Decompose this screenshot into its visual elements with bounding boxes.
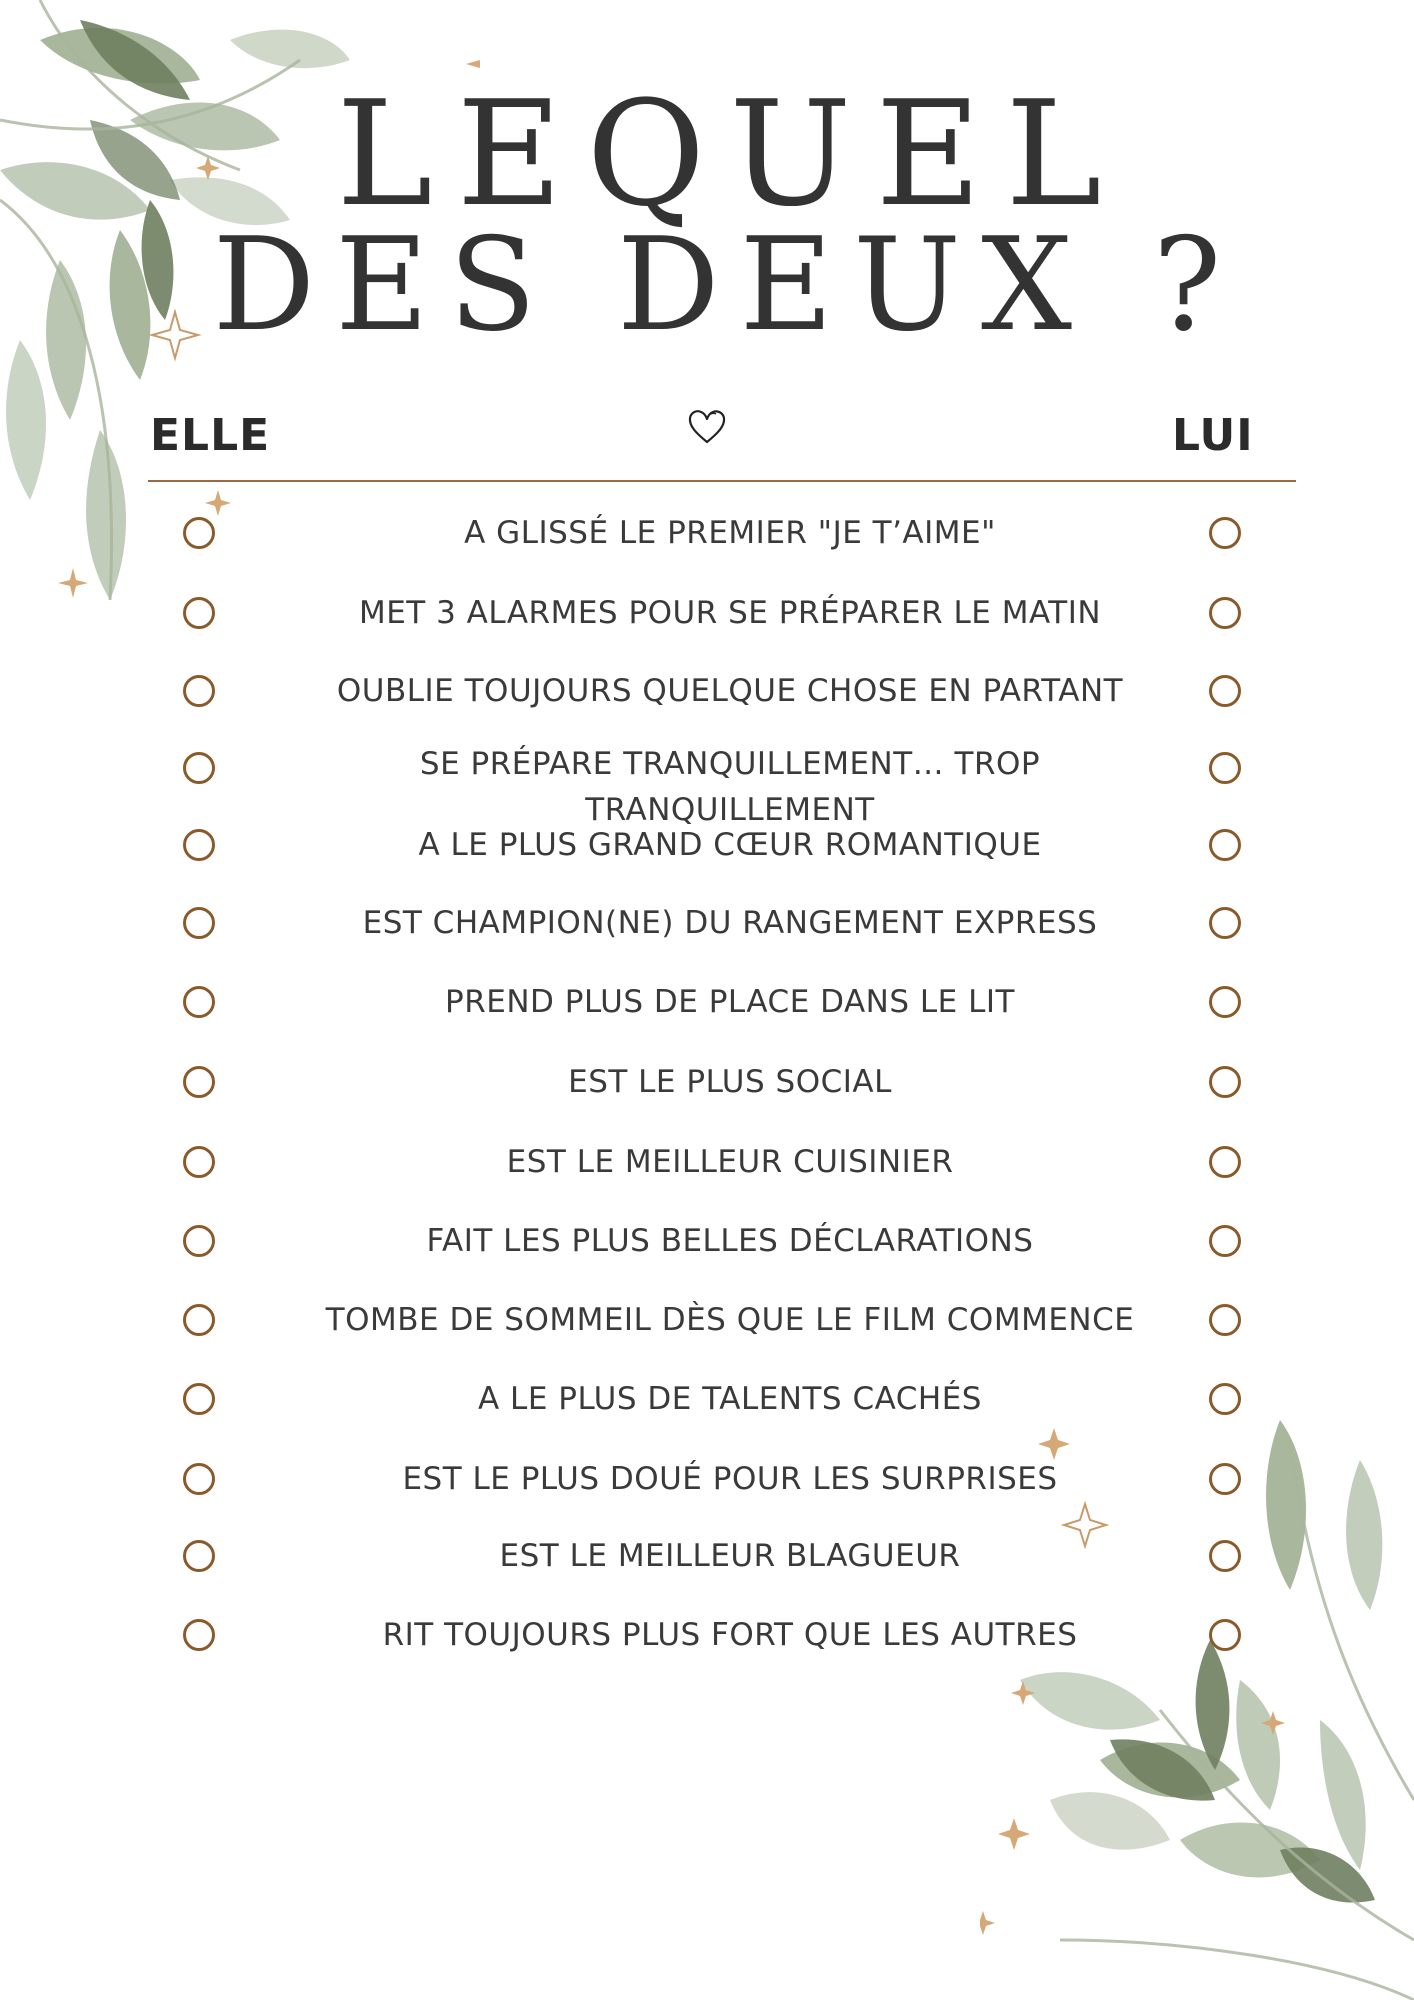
question-label: PREND PLUS DE PLACE DANS LE LIT <box>445 984 1015 1020</box>
question-row <box>0 506 1414 566</box>
elle-radio-button[interactable] <box>183 1383 215 1415</box>
question-row <box>0 1372 1414 1432</box>
lui-radio-button[interactable] <box>1209 597 1241 629</box>
question-label: SE PRÉPARE TRANQUILLEMENT… TROP TRANQUILLEMENT <box>419 746 1041 828</box>
question-row <box>0 1529 1414 1589</box>
question-row <box>0 586 1414 646</box>
lui-radio-button[interactable] <box>1209 1304 1241 1336</box>
question-label: MET 3 ALARMES POUR SE PRÉPARER LE MATIN <box>358 595 1102 631</box>
lui-radio-button[interactable] <box>1209 1383 1241 1415</box>
question-label: A GLISSÉ LE PREMIER "JE T’AIME" <box>464 515 996 551</box>
question-label: TOMBE DE SOMMEIL DÈS QUE LE FILM COMMENCE <box>325 1302 1135 1338</box>
lui-radio-button[interactable] <box>1209 1066 1241 1098</box>
column-header-elle: ELLE <box>150 410 271 461</box>
lui-radio-button[interactable] <box>1209 986 1241 1018</box>
lui-radio-button[interactable] <box>1209 517 1241 549</box>
elle-radio-button[interactable] <box>183 752 215 784</box>
lui-radio-button[interactable] <box>1209 829 1241 861</box>
lui-radio-button[interactable] <box>1209 1146 1241 1178</box>
elle-radio-button[interactable] <box>183 1146 215 1178</box>
question-row <box>0 818 1414 878</box>
question-label: FAIT LES PLUS BELLES DÉCLARATIONS <box>426 1223 1034 1259</box>
question-label: EST LE MEILLEUR BLAGUEUR <box>499 1538 961 1574</box>
elle-radio-button[interactable] <box>183 675 215 707</box>
question-label: A LE PLUS GRAND CŒUR ROMANTIQUE <box>418 827 1042 863</box>
elle-radio-button[interactable] <box>183 829 215 861</box>
question-label: EST LE MEILLEUR CUISINIER <box>506 1144 954 1180</box>
title-line-1: LEQUEL <box>336 70 1126 239</box>
question-row <box>0 975 1414 1035</box>
lui-radio-button[interactable] <box>1209 1619 1241 1651</box>
question-row <box>0 1214 1414 1274</box>
question-row <box>0 1608 1414 1668</box>
question-label: EST LE PLUS SOCIAL <box>568 1064 892 1100</box>
elle-radio-button[interactable] <box>183 1066 215 1098</box>
question-label: EST CHAMPION(NE) DU RANGEMENT EXPRESS <box>362 905 1098 941</box>
lui-radio-button[interactable] <box>1209 1225 1241 1257</box>
question-row <box>0 741 1414 828</box>
elle-radio-button[interactable] <box>183 1619 215 1651</box>
elle-radio-button[interactable] <box>183 1304 215 1336</box>
question-label: RIT TOUJOURS PLUS FORT QUE LES AUTRES <box>382 1617 1078 1653</box>
question-label: A LE PLUS DE TALENTS CACHÉS <box>477 1381 982 1417</box>
elle-radio-button[interactable] <box>183 1225 215 1257</box>
elle-radio-button[interactable] <box>183 1540 215 1572</box>
lui-radio-button[interactable] <box>1209 907 1241 939</box>
lui-radio-button[interactable] <box>1209 1463 1241 1495</box>
question-row <box>0 896 1414 956</box>
lui-radio-button[interactable] <box>1209 675 1241 707</box>
title-line-2: DES DEUX ? <box>212 211 1242 360</box>
question-row <box>0 1452 1414 1512</box>
question-label: OUBLIE TOUJOURS QUELQUE CHOSE EN PARTANT <box>336 673 1124 709</box>
lui-radio-button[interactable] <box>1209 752 1241 784</box>
elle-radio-button[interactable] <box>183 517 215 549</box>
question-row <box>0 1135 1414 1195</box>
lui-radio-button[interactable] <box>1209 1540 1241 1572</box>
question-row <box>0 1293 1414 1353</box>
question-row <box>0 664 1414 724</box>
question-row <box>0 1055 1414 1115</box>
elle-radio-button[interactable] <box>183 907 215 939</box>
elle-radio-button[interactable] <box>183 1463 215 1495</box>
question-label: EST LE PLUS DOUÉ POUR LES SURPRISES <box>402 1461 1058 1497</box>
elle-radio-button[interactable] <box>183 986 215 1018</box>
elle-radio-button[interactable] <box>183 597 215 629</box>
column-header-lui: LUI <box>1172 410 1254 461</box>
